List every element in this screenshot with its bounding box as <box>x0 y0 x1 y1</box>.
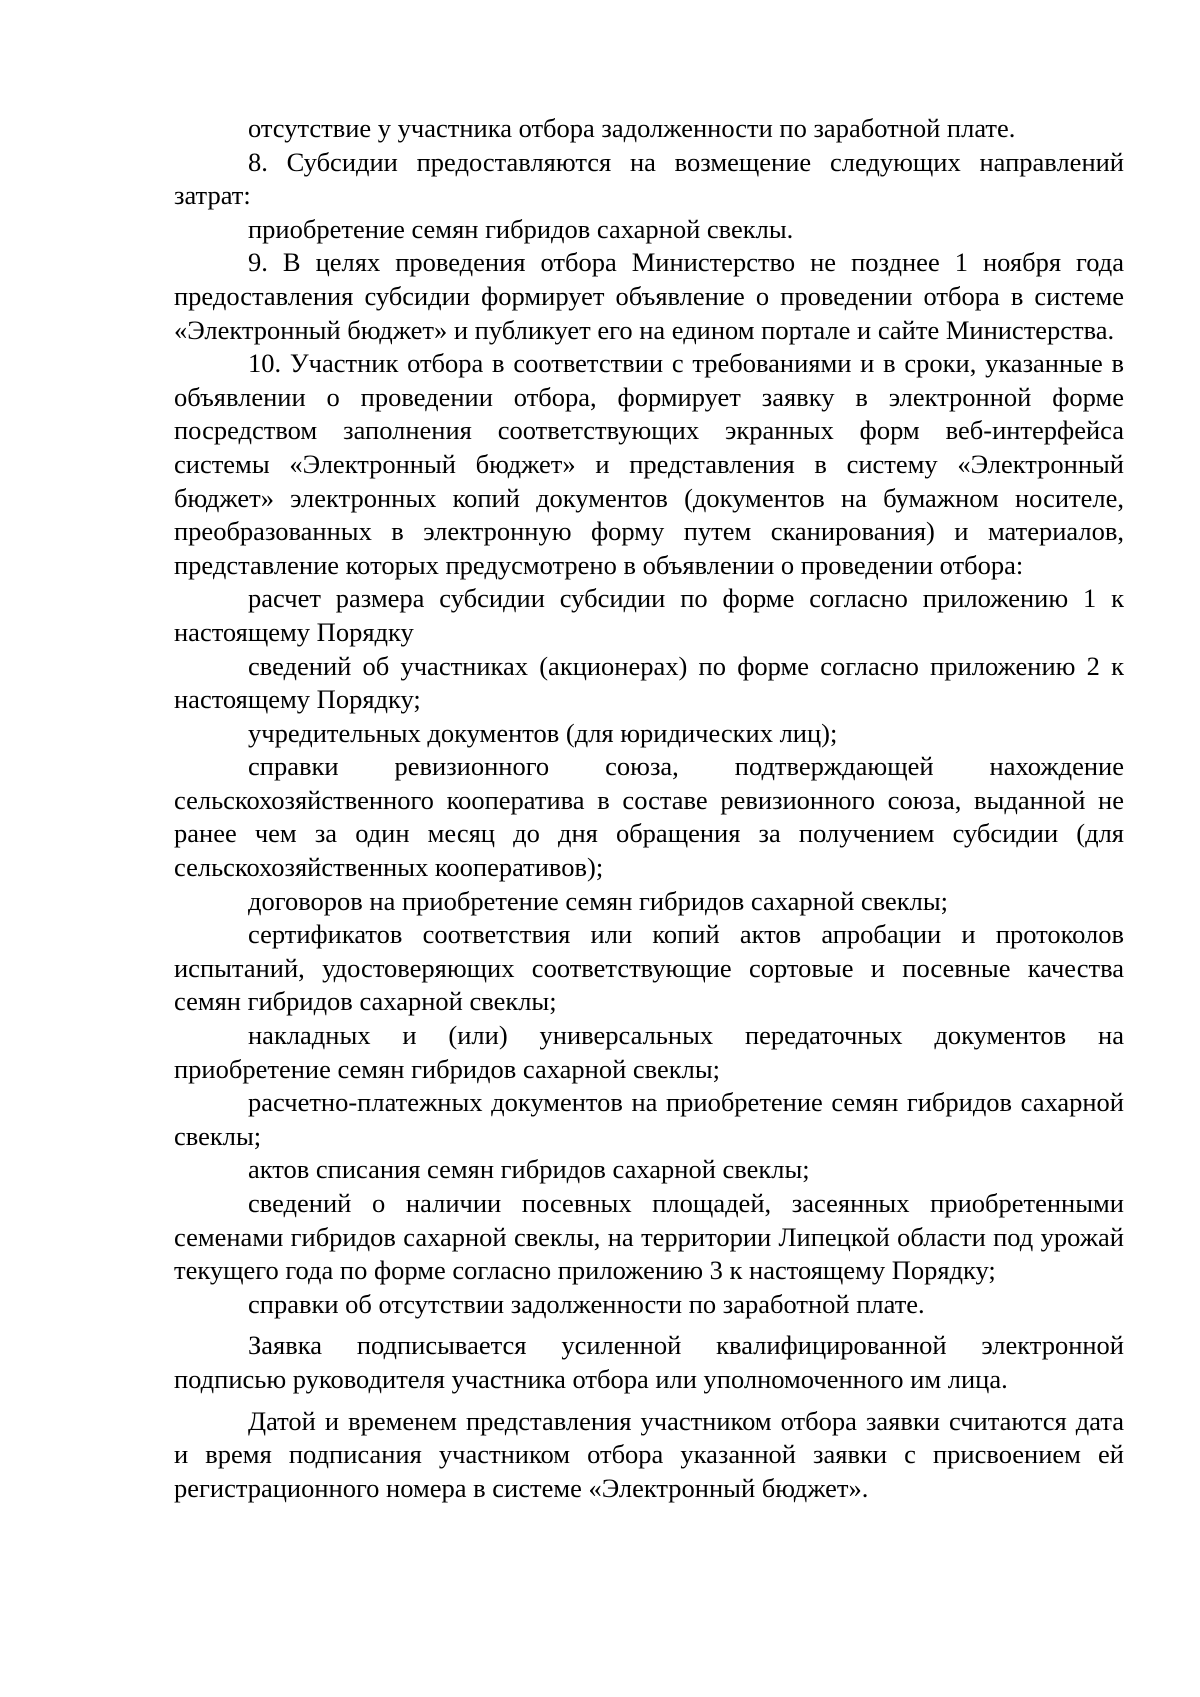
paragraph-seed-purchase: приобретение семян гибридов сахарной свеклы. <box>248 213 794 244</box>
spacer <box>174 1321 1124 1329</box>
list-item-contracts: договоров на приобретение семян гибридов сахарной свеклы; <box>248 885 949 916</box>
list-item-certificates: сертификатов соответствия или копий актов апробации и протоколов испытаний, удостоверяющих соответствующие сортовые и посевные качества семян гибридов сахарной свеклы; <box>174 919 1124 1017</box>
paragraph-8: 8. Субсидии предоставляются на возмещение следующих направлений затрат: <box>174 146 1124 211</box>
document-page <box>174 112 1124 1505</box>
paragraph-10: 10. Участник отбора в соответствии с требованиями и в сроки, указанные в объявлении о проведении отбора, формирует заявку в электронной форме посредством заполнения соответствующих экранных форм веб-интерфейса системы «Электронный бюджет» и представления в систему «Электронный бюджет» электронных копий документов (документов на бумажном носителе, преобразованных в электронную форму путем сканирования) и материалов, представление которых предусмотрено в объявлении о проведении отбора: <box>174 348 1124 580</box>
paragraph-9: 9. В целях проведения отбора Министерство не позднее 1 ноября года предоставления субсидии формирует объявление о проведении отбора в системе «Электронный бюджет» и публикует его на едином портале и сайте Министерства. <box>174 247 1124 345</box>
paragraph-submission-date: Датой и временем представления участником отбора заявки считаются дата и время подписания участником отбора указанной заявки с присвоением ей регистрационного номера в системе «Электронный бюджет». <box>174 1405 1124 1503</box>
list-item-write-off-acts: актов списания семян гибридов сахарной свеклы; <box>248 1154 810 1185</box>
list-item-founding-documents: учредительных документов (для юридических лиц); <box>248 717 838 748</box>
paragraph-signature: Заявка подписывается усиленной квалифицированной электронной подписью руководителя участника отбора или уполномоченного им лица. <box>174 1330 1124 1394</box>
list-item-invoices: накладных и (или) универсальных передаточных документов на приобретение семян гибридов сахарной свеклы; <box>174 1020 1124 1084</box>
list-item-payment-documents: расчетно-платежных документов на приобретение семян гибридов сахарной свеклы; <box>174 1087 1124 1151</box>
list-item-wage-debt-certificate: справки об отсутствии задолженности по заработной плате. <box>248 1288 925 1319</box>
spacer <box>174 1397 1124 1405</box>
list-item-sown-areas: сведений о наличии посевных площадей, засеянных приобретенными семенами гибридов сахарной свеклы, на территории Липецкой области под урожай текущего года по форме согласно приложению 3 к настоящему Порядку; <box>174 1188 1124 1286</box>
paragraph-debt-absence: отсутствие у участника отбора задолженности по заработной плате. <box>248 113 1016 143</box>
list-item-audit-union: справки ревизионного союза, подтверждающей нахождение сельскохозяйственного кооператива в составе ревизионного союза, выданной не ранее чем за один месяц до дня обращения за получением субсидии (для сельскохозяйственных кооперативов); <box>174 751 1124 883</box>
list-item-subsidy-calculation: расчет размера субсидии субсидии по форме согласно приложению 1 к настоящему Порядку <box>174 583 1124 647</box>
list-item-shareholders: сведений об участниках (акционерах) по форме согласно приложению 2 к настоящему Порядку; <box>174 650 1124 715</box>
